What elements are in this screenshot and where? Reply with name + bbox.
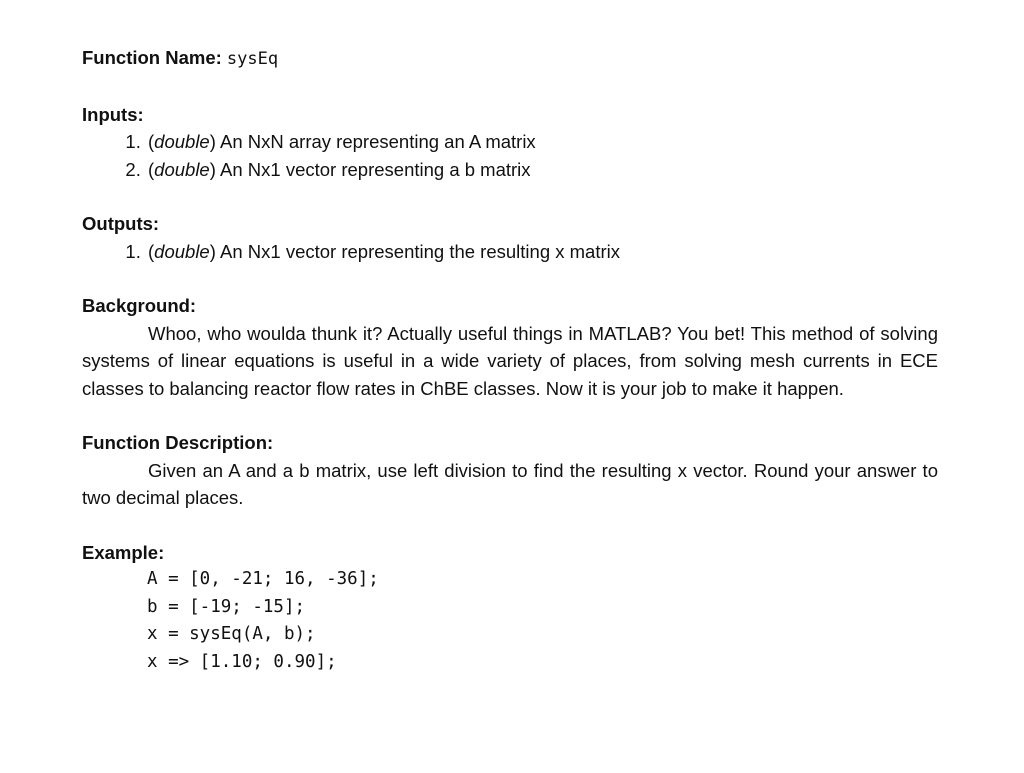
function-name-value: sysEq: [226, 49, 279, 69]
inputs-heading: Inputs:: [82, 103, 144, 125]
background-paragraph: Whoo, who woulda thunk it? Actually useful things in MATLAB? You bet! This method of solving systems of linear equations is useful in a wide variety of places, from solving mesh currents in ECE classes to balancing reactor flow rates in ChBE classes. Now it is your job to make it happen.: [82, 322, 938, 399]
code-line: A = [0, -21; 16, -36];: [147, 569, 379, 589]
example-code-block: [147, 566, 938, 676]
input-description: An Nx1 vector representing a b matrix: [220, 158, 531, 180]
code-line: b = [-19; -15];: [147, 596, 306, 617]
outputs-heading: Outputs:: [82, 213, 160, 234]
output-description: An Nx1 vector representing the resulting x matrix: [220, 240, 620, 262]
example-heading: Example:: [82, 541, 165, 563]
function-description-heading: Function Description:: [82, 432, 274, 453]
output-type: double: [154, 240, 210, 262]
function-name-label: Function Name:: [82, 47, 222, 68]
input-item: 2. (double) An Nx1 vector representing a b matrix: [146, 156, 938, 184]
input-type: double: [154, 158, 210, 180]
problem-document: [82, 44, 938, 676]
function-name-line: [82, 44, 938, 74]
function-description-paragraph: Given an A and a b matrix, use left division to find the resulting x vector. Round your answer to two decimal places.: [82, 459, 938, 508]
code-line: x => [1.10; 0.90];: [147, 651, 337, 672]
input-item: 1. (double) An NxN array representing an A matrix: [146, 128, 938, 156]
input-description: An NxN array representing an A matrix: [220, 131, 536, 152]
outputs-list: [82, 238, 938, 266]
background-heading: Background:: [82, 295, 197, 316]
input-type: double: [154, 131, 210, 152]
output-item: 1. (double) An Nx1 vector representing the resulting x matrix: [146, 238, 938, 266]
code-line: x = sysEq(A, b);: [147, 624, 316, 644]
inputs-list: [82, 128, 938, 183]
